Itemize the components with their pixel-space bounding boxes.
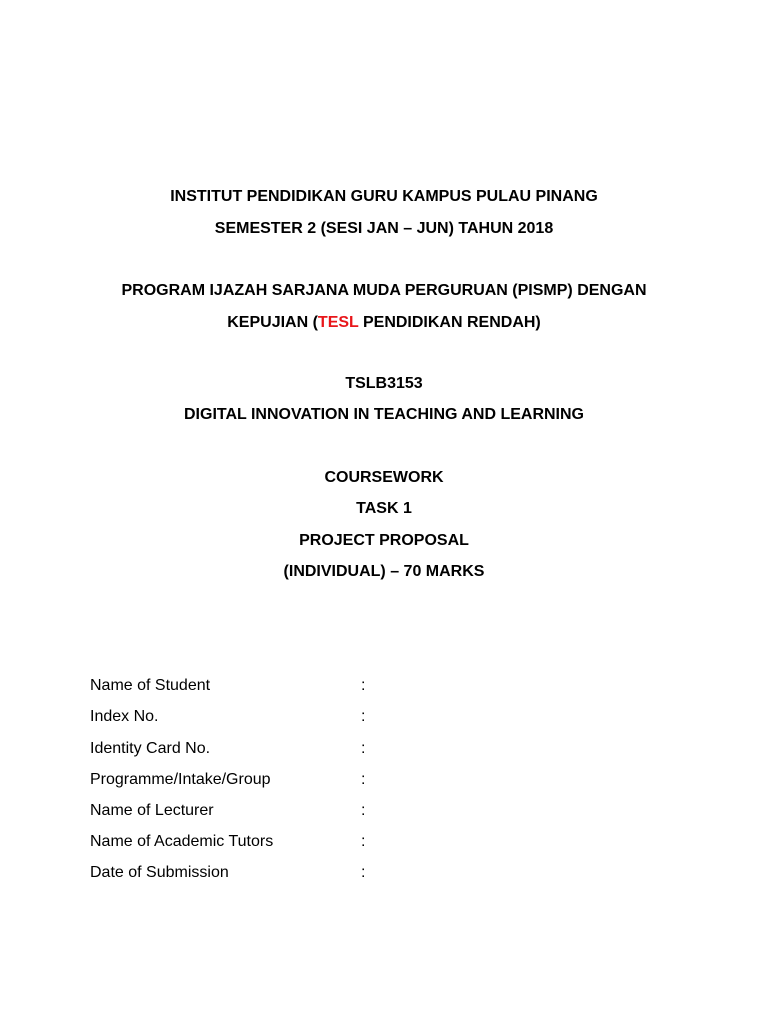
course-title: DIGITAL INNOVATION IN TEACHING AND LEARNING <box>184 406 584 423</box>
program-line-1: PROGRAM IJAZAH SARJANA MUDA PERGURUAN (PISMP) DENGAN <box>121 282 647 299</box>
field-separator: : <box>361 708 366 725</box>
field-label-index-no: Index No. <box>90 708 159 725</box>
field-label-date-of-submission: Date of Submission <box>90 864 229 881</box>
field-label-identity-card-no: Identity Card No. <box>90 740 211 757</box>
field-label-name-of-student: Name of Student <box>90 677 211 694</box>
coursework-label: COURSEWORK <box>324 469 444 486</box>
tesl-highlight: TESL <box>317 314 359 331</box>
field-separator: : <box>361 771 366 788</box>
field-separator: : <box>361 864 366 881</box>
marks-label: (INDIVIDUAL) – 70 MARKS <box>283 563 485 580</box>
project-proposal-label: PROJECT PROPOSAL <box>299 532 469 549</box>
program-line-2-prefix: KEPUJIAN ( <box>227 314 318 331</box>
field-separator: : <box>361 833 366 850</box>
field-separator: : <box>361 677 366 694</box>
program-line-2-suffix: PENDIDIKAN RENDAH) <box>358 314 541 331</box>
field-label-programme-intake-group: Programme/Intake/Group <box>90 771 271 788</box>
course-code: TSLB3153 <box>345 375 423 392</box>
institute-name: INSTITUT PENDIDIKAN GURU KAMPUS PULAU PINANG <box>170 188 598 205</box>
field-separator: : <box>361 802 366 819</box>
field-separator: : <box>361 740 366 757</box>
field-label-name-of-lecturer: Name of Lecturer <box>90 802 214 819</box>
program-line-2 <box>0 313 768 333</box>
field-label-name-of-academic-tutors: Name of Academic Tutors <box>90 833 274 850</box>
task-label: TASK 1 <box>356 500 412 517</box>
semester-line: SEMESTER 2 (SESI JAN – JUN) TAHUN 2018 <box>214 220 554 237</box>
